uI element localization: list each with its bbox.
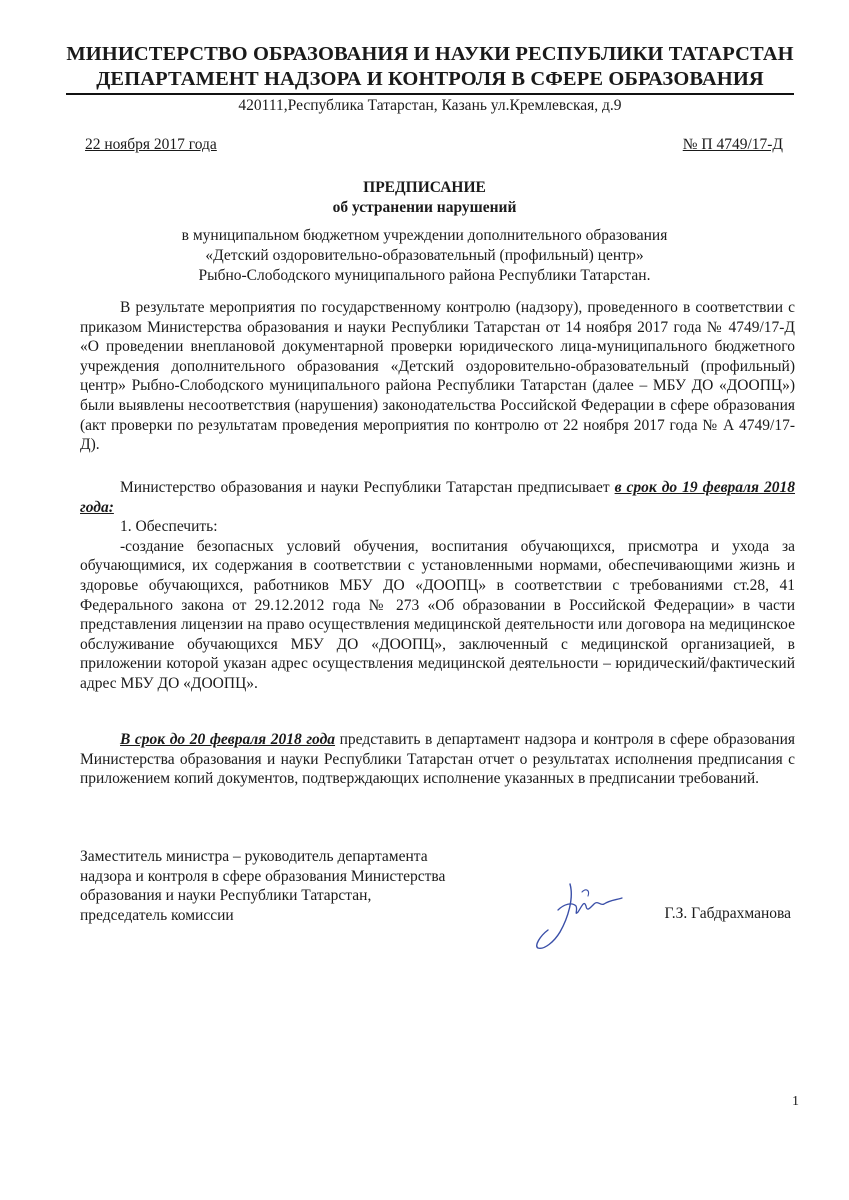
signatory-name: Г.З. Габдрахманова (664, 905, 791, 922)
department-name: ДЕПАРТАМЕНТ НАДЗОРА И КОНТРОЛЯ В СФЕРЕ ОБРАЗОВАНИЯ (96, 68, 764, 90)
report-text: представить в департамент надзора и контроля в сфере образования Министерства образования и науки Республики Татарстан отчет о результатах исполнения предписания с приложением копий документов, подтверждающих исполнение указанных в предписании требований. (80, 731, 795, 788)
signatory-line-2: надзора и контроля в сфере образования Министерства (80, 867, 446, 885)
document-title (0, 178, 849, 218)
signatory-title (80, 847, 445, 925)
page-number: 1 (792, 1094, 799, 1109)
signatory-line-3: образования и науки Республики Татарстан, (80, 887, 372, 905)
order-lead (80, 478, 795, 517)
paragraph-report (80, 730, 795, 789)
document-subject (0, 226, 849, 286)
report-deadline: В срок до 20 февраля 2018 года (120, 731, 336, 748)
signatory-line-1: Заместитель министра – руководитель департамента (80, 848, 428, 865)
document-date: 22 ноября 2017 года (85, 136, 217, 153)
handwritten-signature (530, 870, 630, 960)
order-item-label: 1. Обеспечить: (120, 518, 218, 536)
ministry-name: МИНИСТЕРСТВО ОБРАЗОВАНИЯ И НАУКИ РЕСПУБЛИКИ ТАТАРСТАН (66, 43, 794, 65)
title-sub: об устранении нарушений (332, 199, 517, 216)
order-deadline: в срок до 19 февраля 2018 года: (80, 479, 795, 516)
signatory-line-4: председатель комиссии (80, 906, 234, 924)
letterhead (60, 42, 800, 116)
paragraph-order (80, 478, 795, 694)
letterhead-divider (66, 93, 794, 95)
order-lead-text: Министерство образования и науки Республики Татарстан предписывает (120, 479, 615, 496)
document-number: № П 4749/17-Д (682, 136, 783, 153)
subject-line-1: в муниципальном бюджетном учреждении дополнительного образования (181, 227, 668, 244)
title-main: ПРЕДПИСАНИЕ (363, 179, 486, 196)
subject-line-2: «Детский оздоровительно-образовательный (профильный) центр» (205, 247, 644, 264)
letterhead-address: 420111,Республика Татарстан, Казань ул.Кремлевская, д.9 (238, 97, 622, 114)
order-item-text: -создание безопасных условий обучения, воспитания обучающихся, присмотра и ухода за обучающимися, их содержания в соответствии с установленными нормами, обеспечивающими жизнь и здоровье обучающихся, работников МБУ ДО «ДООПЦ» в соответствии с требованиями ст.28, 41 Федерального закона от 29.12.2012 года № 273 «Об образовании в Российской Федерации» в части представления лицензии на право осуществления медицинской деятельности или договора на медицинское обслуживание обучающихся МБУ ДО «ДООПЦ», заключенный с медицинской организацией, в приложении которой указан адрес осуществления медицинской деятельности – юридический/фактический адрес МБУ ДО «ДООПЦ». (80, 537, 795, 692)
subject-line-3: Рыбно-Слободского муниципального района Республики Татарстан. (198, 267, 651, 284)
paragraph-findings: В результате мероприятия по государственному контролю (надзору), проведенного в соответствии с приказом Министерства образования и науки Республики Татарстан от 14 ноября 2017 года № 4749/17-Д «О проведении внеплановой документарной проверки юридического лица-муниципального бюджетного учреждения дополнительного образования «Детский оздоровительно-образовательный (профильный) центр» Рыбно-Слободского муниципального района Республики Татарстан (далее – МБУ ДО «ДООПЦ») были выявлены несоответствия (нарушения) законодательства Российской Федерации в сфере образования (акт проверки по результатам проведения мероприятия по контролю от 22 ноября 2017 года № А 4749/17-Д). (80, 299, 795, 454)
